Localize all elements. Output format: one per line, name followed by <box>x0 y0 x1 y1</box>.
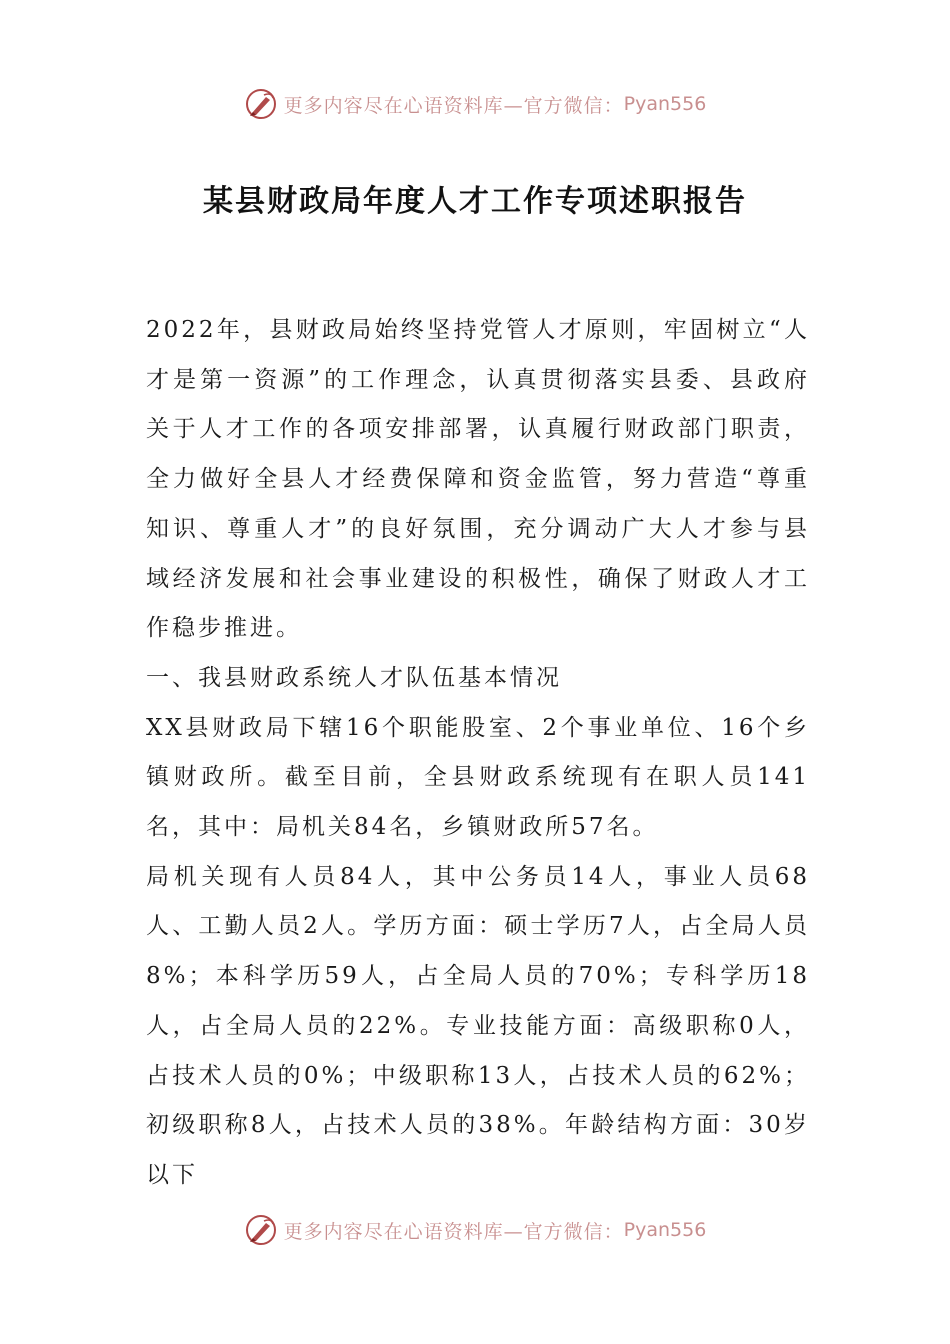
watermark-footer <box>0 1210 950 1250</box>
document-title: 某县财政局年度人才工作专项述职报告 <box>203 184 747 219</box>
watermark-wechat-id: Pyan556 <box>623 93 707 115</box>
pen-logo-icon <box>244 87 278 121</box>
pen-logo-icon <box>244 1213 278 1247</box>
watermark-wechat-id: Pyan556 <box>623 1219 707 1241</box>
watermark-header <box>0 84 950 124</box>
watermark-text: 更多内容尽在心语资料库—官方微信： <box>283 94 624 117</box>
section-heading: 一、我县财政系统人才队伍基本情况 <box>146 664 562 691</box>
paragraph-intro: 2022年，县财政局始终坚持党管人才原则，牢固树立“人才是第一资源”的工作理念，认真贯彻落实县委、县政府关于人才工作的各项安排部署，认真履行财政部门职责，全力做好全县人才经费保障和资金监管，努力营造“尊重知识、尊重人才”的良好氛围，充分调动广大人才参与县域经济发展和社会事业建设的积极性，确保了财政人才工作稳步推进。 <box>146 317 810 642</box>
paragraph-staff-details: 局机关现有人员84人，其中公务员14人，事业人员68人、工勤人员2人。学历方面：硕士学历7人，占全局人员8%；本科学历59人，占全局人员的70%；专科学历18人，占全局人员的22%。专业技能方面：高级职称0人，占技术人员的0%；中级职称13人，占技术人员的62%；初级职称8人，占技术人员的38%。年龄结构方面：30岁以下 <box>146 863 810 1188</box>
paragraph-overview: XX县财政局下辖16个职能股室、2个事业单位、16个乡镇财政所。截至目前，全县财政系统现有在职人员141名，其中：局机关84名，乡镇财政所57名。 <box>146 714 810 841</box>
document-body <box>146 306 810 1201</box>
watermark-text: 更多内容尽在心语资料库—官方微信： <box>283 1220 624 1243</box>
